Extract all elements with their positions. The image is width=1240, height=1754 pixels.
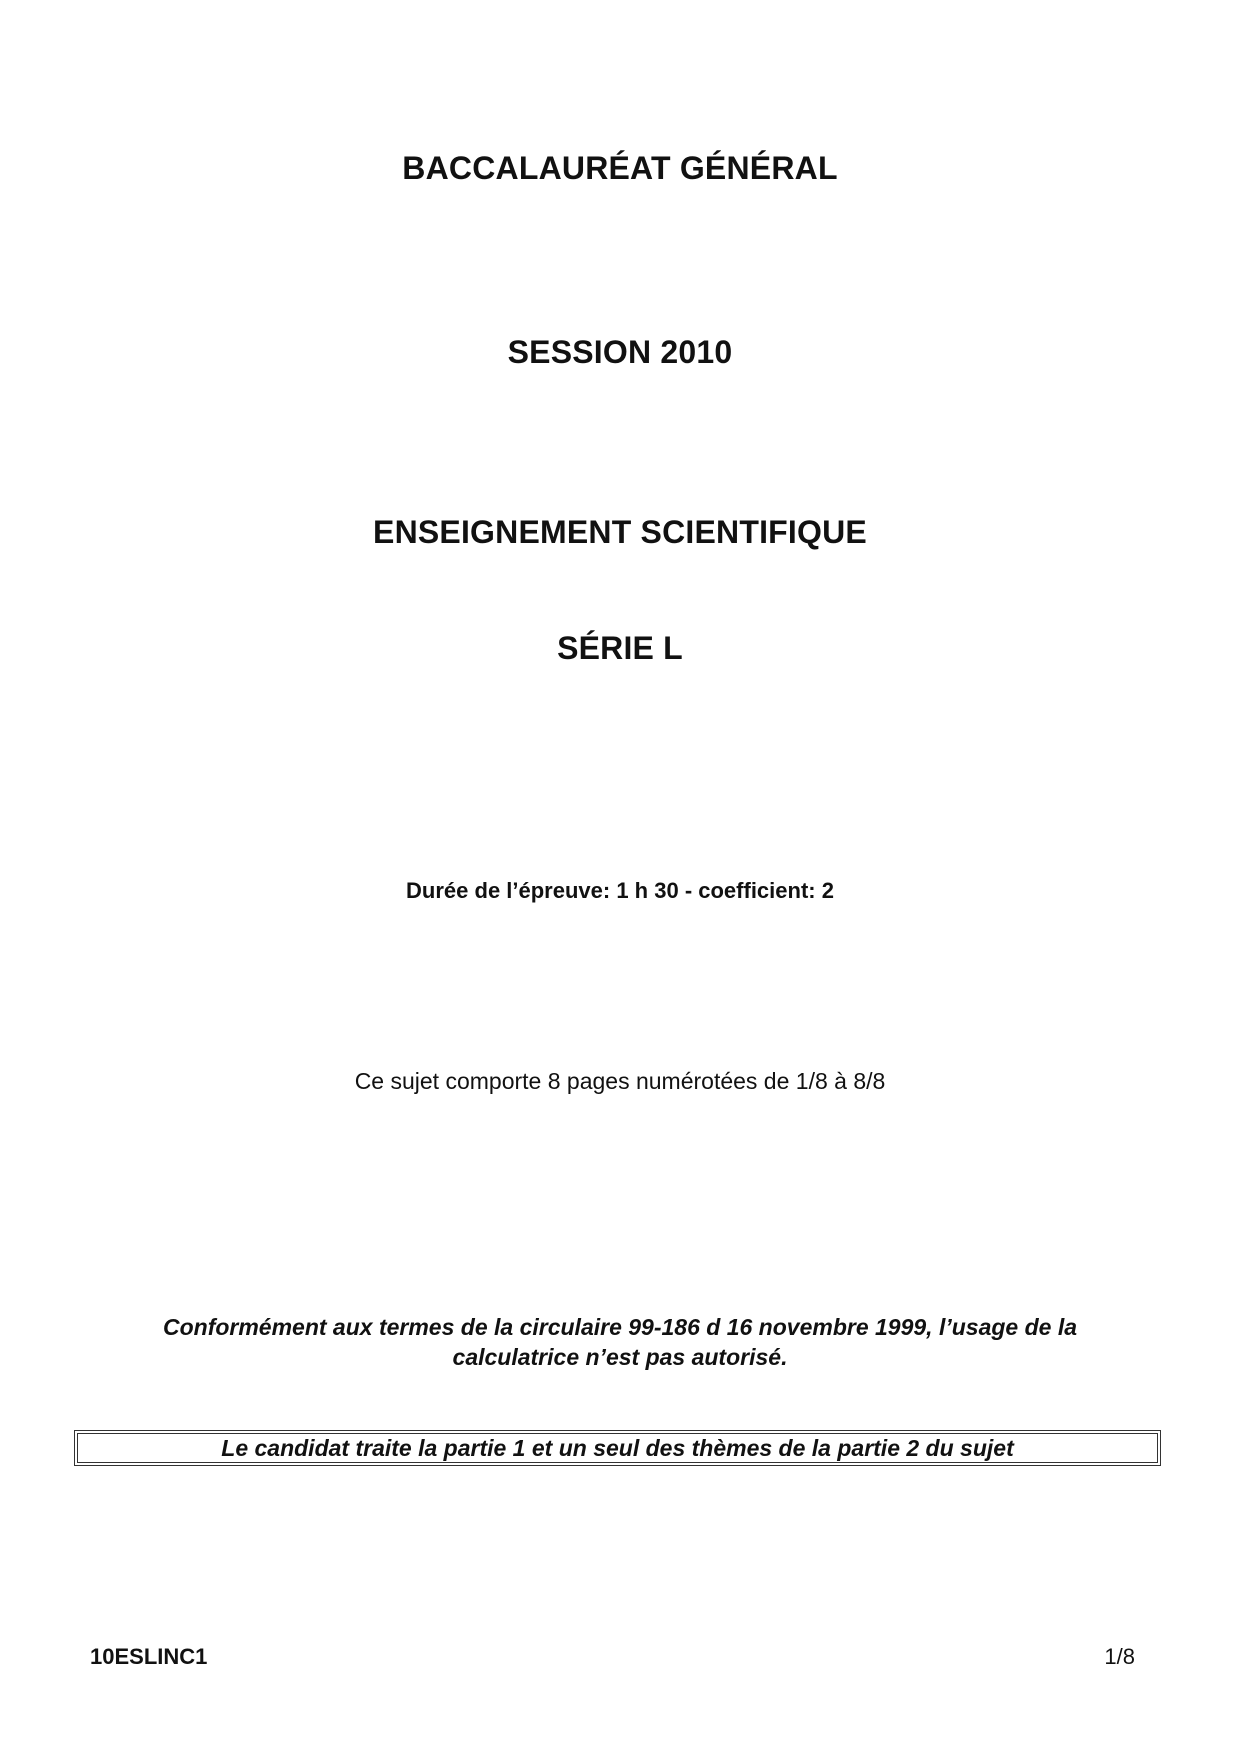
- session-title: SESSION 2010: [507, 334, 733, 370]
- page-count-statement: Ce sujet comporte 8 pages numérotées de 1/8 à 8/8: [354, 1068, 886, 1094]
- series-title: SÉRIE L: [557, 630, 683, 666]
- instruction-text: Le candidat traite la partie 1 et un seul des thèmes de la partie 2 du sujet: [77, 1433, 1158, 1463]
- exam-title: BACCALAURÉAT GÉNÉRAL: [402, 150, 838, 186]
- page-number: 1/8: [1104, 1644, 1135, 1669]
- subject-title: ENSEIGNEMENT SCIENTIFIQUE: [373, 514, 867, 550]
- calculator-notice-line-1: Conformément aux termes de la circulaire 99-186 d 16 novembre 1999, l’usage de la: [162, 1314, 1077, 1340]
- document-code: 10ESLINC1: [90, 1644, 208, 1669]
- instruction-box: [74, 1430, 1161, 1466]
- calculator-notice: [100, 1312, 1140, 1372]
- exam-duration: Durée de l’épreuve: 1 h 30 - coefficient: 2: [406, 878, 834, 903]
- calculator-notice-line-2: calculatrice n’est pas autorisé.: [452, 1344, 788, 1370]
